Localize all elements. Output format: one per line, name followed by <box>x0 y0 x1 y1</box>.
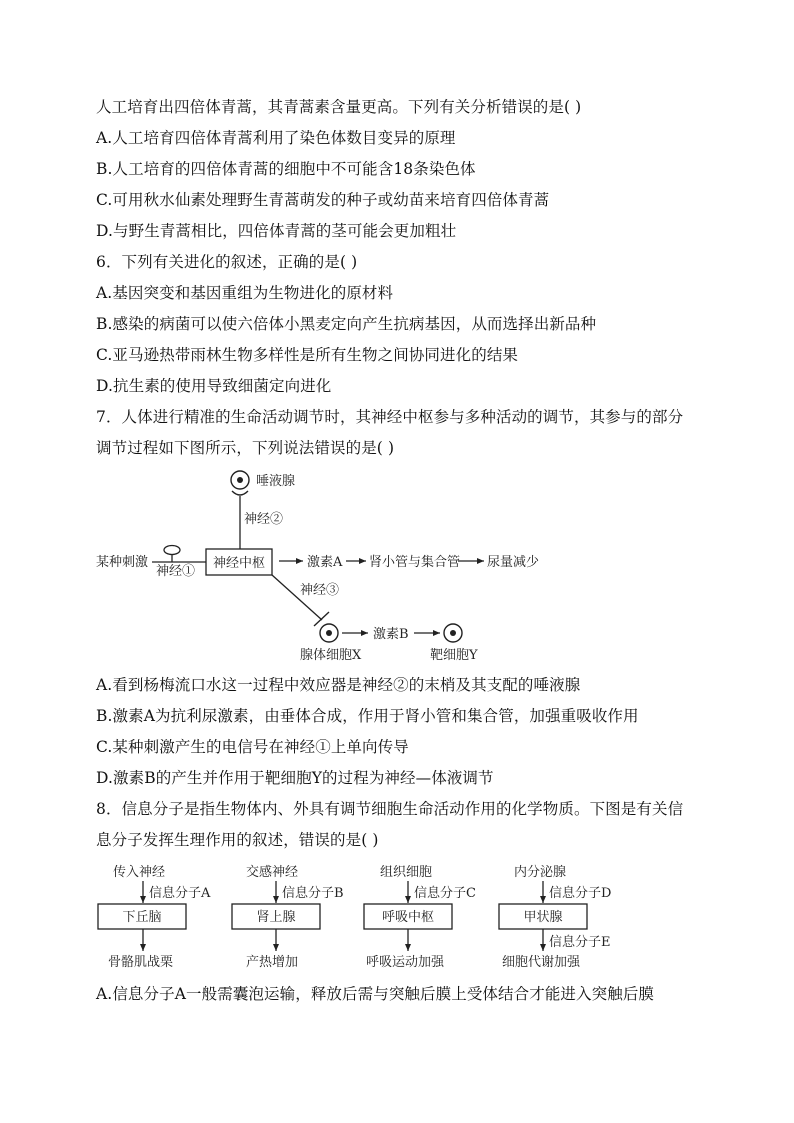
q8-signal-1: 信息分子A <box>149 886 211 901</box>
q5-option-a: A.人工培育四倍体青蒿利用了染色体数目变异的原理 <box>96 129 456 147</box>
q7-stem-line2: 调节过程如下图所示，下列说法错误的是( ) <box>96 439 395 457</box>
q8-source-1: 传入神经 <box>113 865 166 880</box>
label-hormoneB: 激素B <box>373 627 409 642</box>
q8-effect-1: 骨骼肌战栗 <box>108 955 174 970</box>
q8-organ-2: 肾上腺 <box>256 910 296 925</box>
label-nerve3: 神经③ <box>300 583 340 598</box>
q5-stem: 人工培育出四倍体青蒿，其青蒿素含量更高。下列有关分析错误的是( ) <box>96 98 582 116</box>
q5-option-c: C.可用秋水仙素处理野生青蒿萌发的种子或幼苗来培育四倍体青蒿 <box>96 191 550 209</box>
salivary-synapse <box>232 491 248 495</box>
salivary-cell-nucleus <box>237 477 243 483</box>
label-urine: 尿量减少 <box>487 555 540 570</box>
receptor <box>164 546 180 555</box>
q7-option-b: B.激素A为抗利尿激素，由垂体合成，作用于肾小管和集合管，加强重吸收作用 <box>96 707 639 725</box>
q8-effect-4: 细胞代谢加强 <box>502 955 581 970</box>
q8-out-signal-4: 信息分子E <box>549 935 611 950</box>
q7-stem-line1: 7．人体进行精准的生命活动调节时，其神经中枢参与多种活动的调节，其参与的部分 <box>96 408 684 426</box>
q6-stem: 6．下列有关进化的叙述，正确的是( ) <box>96 253 358 271</box>
q6-option-b: B.感染的病菌可以使六倍体小黑麦定向产生抗病基因，从而选择出新品种 <box>96 315 597 333</box>
label-nerve1: 神经① <box>156 564 196 579</box>
q8-signal-3: 信息分子C <box>414 886 476 901</box>
q8-source-4: 内分泌腺 <box>514 865 567 880</box>
q8-stem-line2: 息分子发挥生理作用的叙述，错误的是( ) <box>96 831 379 849</box>
q8-source-2: 交感神经 <box>246 865 299 880</box>
q8-stem-line1: 8．信息分子是指生物体内、外具有调节细胞生命活动作用的化学物质。下图是有关信 <box>96 800 684 818</box>
q8-effect-3: 呼吸运动加强 <box>366 955 445 970</box>
q8-organ-4: 甲状腺 <box>523 910 563 925</box>
label-kidney: 肾小管与集合管 <box>369 555 461 570</box>
q6-option-d: D.抗生素的使用导致细菌定向进化 <box>96 377 332 395</box>
label-salivary: 唾液腺 <box>256 474 296 489</box>
gland-cell-x-nucleus <box>326 630 332 636</box>
q8-organ-3: 呼吸中枢 <box>381 910 435 925</box>
label-gland-x: 腺体细胞X <box>300 648 362 663</box>
q8-signal-4: 信息分子D <box>549 886 612 901</box>
label-hormoneA: 激素A <box>307 555 343 570</box>
q8-effect-2: 产热增加 <box>246 955 299 970</box>
q8-source-3: 组织细胞 <box>380 865 433 880</box>
label-target-y: 靶细胞Y <box>430 648 478 663</box>
q7-option-a: A.看到杨梅流口水这一过程中效应器是神经②的末梢及其支配的唾液腺 <box>96 676 581 694</box>
q5-option-d: D.与野生青蒿相比，四倍体青蒿的茎可能会更加粗壮 <box>96 222 457 240</box>
label-nerve-center: 神经中枢 <box>212 556 266 571</box>
q8-option-a: A.信息分子A一般需囊泡运输，释放后需与突触后膜上受体结合才能进入突触后膜 <box>96 985 655 1003</box>
q8-signal-2: 信息分子B <box>282 886 344 901</box>
q7-option-c: C.某种刺激产生的电信号在神经①上单向传导 <box>96 738 409 756</box>
q6-option-c: C.亚马逊热带雨林生物多样性是所有生物之间协同进化的结果 <box>96 346 519 364</box>
q8-diagram <box>98 864 611 970</box>
target-cell-y-nucleus <box>450 630 456 636</box>
q6-option-a: A.基因突变和基因重组为生物进化的原材料 <box>96 284 394 302</box>
q8-organ-1: 下丘脑 <box>122 910 162 925</box>
label-stimulus: 某种刺激 <box>96 555 149 570</box>
label-nerve2: 神经② <box>244 512 284 527</box>
q5-option-b: B.人工培育的四倍体青蒿的细胞中不可能含18条染色体 <box>96 160 476 178</box>
q7-option-d: D.激素B的产生并作用于靶细胞Y的过程为神经—体液调节 <box>96 769 494 787</box>
